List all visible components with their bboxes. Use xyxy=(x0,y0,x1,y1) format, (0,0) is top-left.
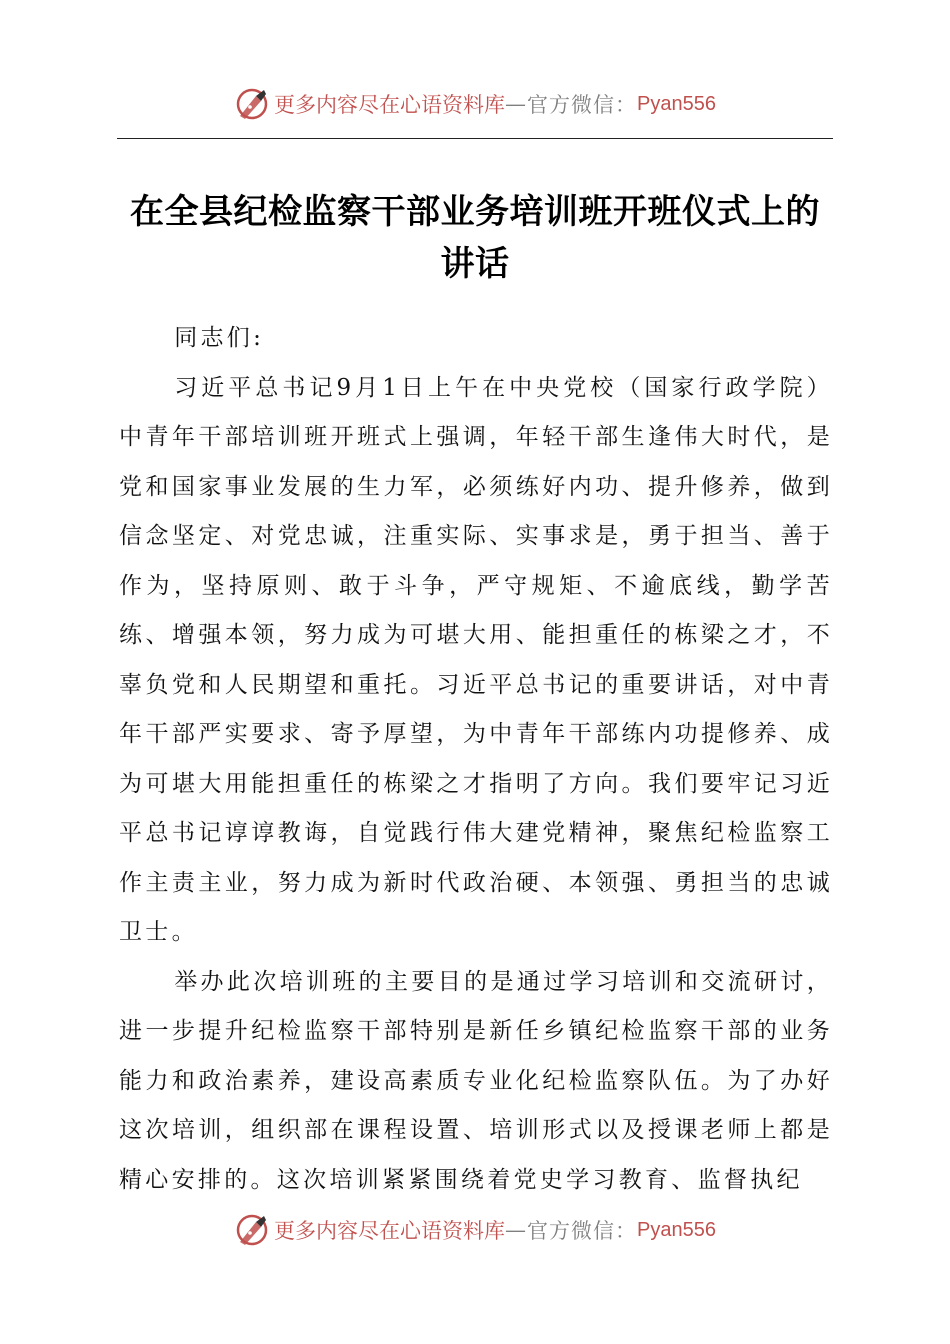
footer-watermark xyxy=(0,1210,950,1250)
title-line-2: 讲话 xyxy=(440,244,510,284)
watermark-dash: — xyxy=(505,92,528,116)
watermark-site-text: 更多内容尽在心语资料库 xyxy=(274,93,506,117)
watermark-dash: — xyxy=(505,1218,528,1242)
watermark-wechat-id: Pyan556 xyxy=(637,92,716,115)
paragraph-2: 举办此次培训班的主要目的是通过学习培训和交流研讨，进一步提升纪检监察干部特别是新任乡镇纪检监察干部的业务能力和政治素养，建设高素质专业化纪检监察队伍。为了办好这次培训，组织部在课程设置、培训形式以及授课老师上都是精心安排的。这次培训紧紧围绕着党史学习教育、监督执纪 xyxy=(119,968,833,1193)
salutation: 同志们: xyxy=(174,325,265,351)
title-line-1: 在全县纪检监察干部业务培训班开班仪式上的 xyxy=(130,192,820,232)
watermark-site-text: 更多内容尽在心语资料库 xyxy=(274,1219,506,1243)
watermark-contact-text: 官方微信： xyxy=(527,93,638,117)
paragraph-1: 习近平总书记9月1日上午在中央党校（国家行政学院）中青年干部培训班开班式上强调，年轻干部生逢伟大时代，是党和国家事业发展的生力军，必须练好内功、提升修养，做到信念坚定、对党忠诚，注重实际、实事求是，勇于担当、善于作为，坚持原则、敢于斗争，严守规矩、不逾底线，勤学苦练、增强本领，努力成为可堪大用、能担重任的栋梁之才，不辜负党和人民期望和重托。习近平总书记的重要讲话，对中青年干部严实要求、寄予厚望，为中青年干部练内功提修养、成为可堪大用能担重任的栋梁之才指明了方向。我们要牢记习近平总书记谆谆教诲，自觉践行伟大建党精神，聚焦纪检监察工作主责主业，努力成为新时代政治硬、本领强、勇担当的忠诚卫士。 xyxy=(119,374,833,945)
watermark-contact-text: 官方微信： xyxy=(527,1219,638,1243)
watermark-wechat-id: Pyan556 xyxy=(637,1218,716,1241)
document-title xyxy=(100,186,850,290)
header-divider xyxy=(117,138,833,139)
pen-nib-icon xyxy=(234,86,270,122)
pen-nib-icon xyxy=(234,1212,270,1248)
header-watermark xyxy=(0,84,950,124)
document-body xyxy=(119,314,833,1205)
